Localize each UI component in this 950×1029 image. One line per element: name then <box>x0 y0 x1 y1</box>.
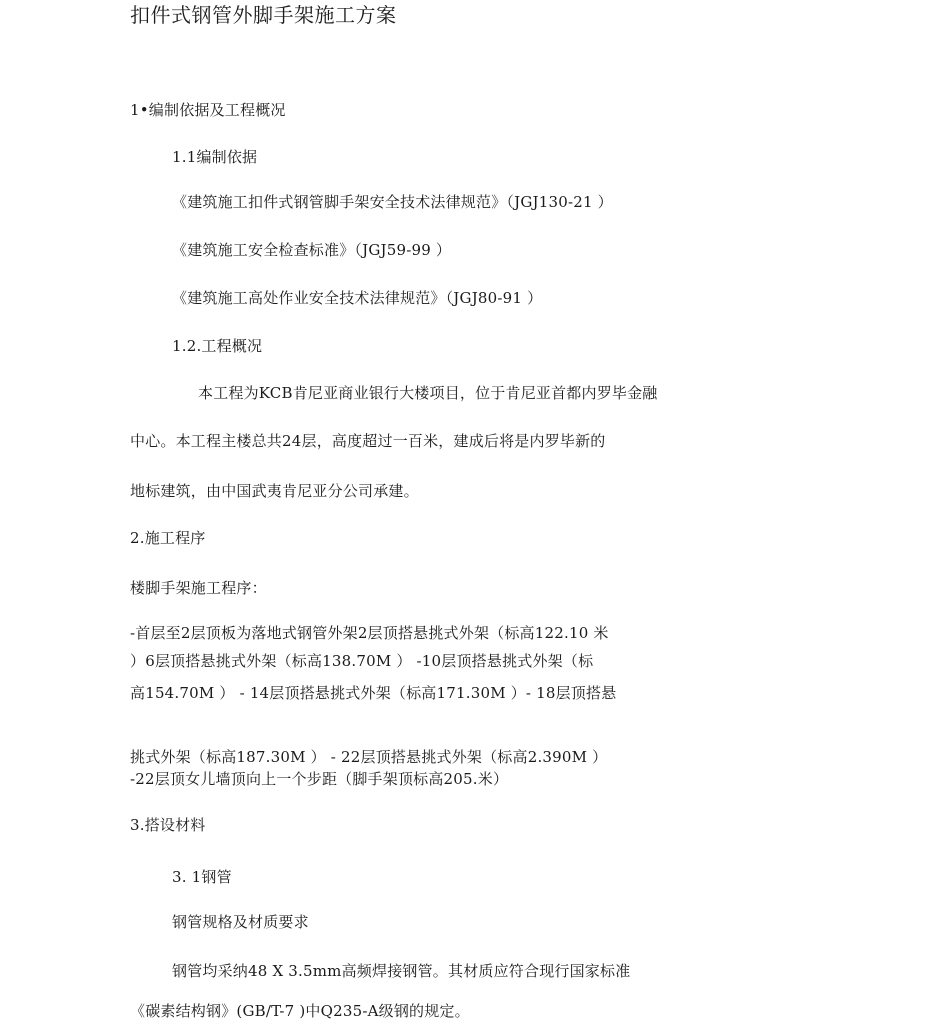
section-heading-3: 3.搭设材料 <box>130 816 206 834</box>
paragraph-line: ）6层顶搭悬挑式外架（标高138.70M ） -10层顶搭悬挑式外架（标 <box>130 652 594 670</box>
paragraph-line: 高154.70M ） - 14层顶搭悬挑式外架（标高171.30M ）- 18层顶搭悬 <box>130 684 617 702</box>
paragraph-line: 钢管均采纳48 X 3.5mm高频焊接钢管。其材质应符合现行国家标准 <box>172 962 631 980</box>
reference-item-1: 《建筑施工扣件式钢管脚手架安全技术法律规范》（JGJ130-21 ） <box>172 193 613 211</box>
subsection-heading-3-1: 3. 1钢管 <box>172 868 232 886</box>
subsection-heading-1-2: 1.2.工程概况 <box>172 337 263 355</box>
paragraph-line: 《碳素结构钢》(GB/T-7 )中Q235-A级钢的规定。 <box>130 1002 470 1020</box>
paragraph-line: -首层至2层顶板为落地式钢管外架2层顶搭悬挑式外架（标高122.10 米 <box>130 624 609 642</box>
paragraph-line: 本工程为KCB肯尼亚商业银行大楼项目，位于肯尼亚首都内罗毕金融 <box>198 384 658 402</box>
paragraph-line: 楼脚手架施工程序： <box>130 579 267 597</box>
paragraph-line: 钢管规格及材质要求 <box>172 913 309 931</box>
section-heading-2: 2.施工程序 <box>130 529 206 547</box>
paragraph-line: 挑式外架（标高187.30M ） - 22层顶搭悬挑式外架（标高2.390M ） <box>130 748 608 766</box>
paragraph-line: -22层顶女儿墙顶向上一个步距（脚手架顶标高205.米） <box>130 770 509 788</box>
subsection-heading-1-1: 1.1编制依据 <box>172 148 258 166</box>
document-title: 扣件式钢管外脚手架施工方案 <box>130 3 397 27</box>
reference-item-3: 《建筑施工高处作业安全技术法律规范》（JGJ80-91 ） <box>172 289 543 307</box>
section-heading-1: 1•编制依据及工程概况 <box>130 101 286 119</box>
paragraph-line: 中心。本工程主楼总共24层，高度超过一百米，建成后将是内罗毕新的 <box>130 432 606 450</box>
reference-item-2: 《建筑施工安全检查标准》（JGJ59-99 ） <box>172 241 452 259</box>
paragraph-line: 地标建筑，由中国武夷肯尼亚分公司承建。 <box>130 482 419 500</box>
